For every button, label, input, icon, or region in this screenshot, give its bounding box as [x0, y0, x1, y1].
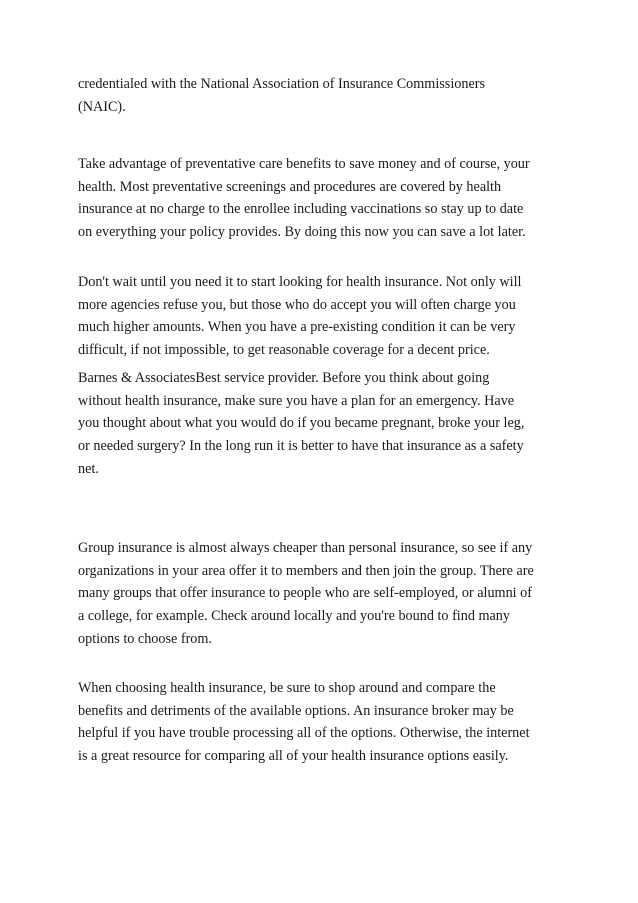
- text-line: many groups that offer insurance to people who are self-employed, or alumni of: [78, 585, 532, 602]
- text-line: is a great resource for comparing all of your health insurance options easily.: [78, 748, 509, 765]
- text-line: you thought about what you would do if you became pregnant, broke your leg,: [78, 415, 525, 432]
- text-line: (NAIC).: [78, 98, 126, 115]
- text-line: on everything your policy provides. By doing this now you can save a lot later.: [78, 224, 526, 241]
- text-line: When choosing health insurance, be sure to shop around and compare the: [78, 680, 496, 696]
- text-line: a college, for example. Check around locally and you're bound to find many: [78, 608, 510, 625]
- text-line: Take advantage of preventative care benefits to save money and of course, your: [78, 156, 530, 172]
- paragraph-dont-wait: [78, 271, 568, 362]
- paragraph-naic-credentials: [78, 73, 568, 118]
- text-line: Group insurance is almost always cheaper than personal insurance, so see if any: [78, 540, 533, 556]
- text-line: health. Most preventative screenings and procedures are covered by health: [78, 178, 502, 195]
- text-line: Barnes & AssociatesBest service provider. Before you think about going: [78, 370, 490, 386]
- paragraph-preventative-care: [78, 153, 568, 244]
- text-line: options to choose from.: [78, 630, 212, 647]
- text-line: insurance at no charge to the enrollee including vaccinations so stay up to date: [78, 201, 524, 218]
- paragraph-group-insurance: [78, 537, 568, 651]
- text-line: much higher amounts. When you have a pre-existing condition it can be very: [78, 319, 516, 336]
- text-line: without health insurance, make sure you have a plan for an emergency. Have: [78, 392, 515, 409]
- text-line: helpful if you have trouble processing all of the options. Otherwise, the internet: [78, 725, 530, 742]
- text-line: organizations in your area offer it to members and then join the group. There are: [78, 562, 534, 579]
- text-line: credentialed with the National Association of Insurance Commissioners: [78, 76, 486, 92]
- paragraph-shop-around: [78, 677, 568, 768]
- paragraph-emergency-plan: [78, 367, 568, 481]
- text-line: or needed surgery? In the long run it is better to have that insurance as a safety: [78, 438, 524, 455]
- text-line: benefits and detriments of the available options. An insurance broker may be: [78, 702, 514, 719]
- text-line: more agencies refuse you, but those who do accept you will often charge you: [78, 296, 516, 313]
- text-line: net.: [78, 460, 99, 477]
- text-line: Don't wait until you need it to start looking for health insurance. Not only will: [78, 274, 522, 290]
- text-line: difficult, if not impossible, to get reasonable coverage for a decent price.: [78, 342, 490, 359]
